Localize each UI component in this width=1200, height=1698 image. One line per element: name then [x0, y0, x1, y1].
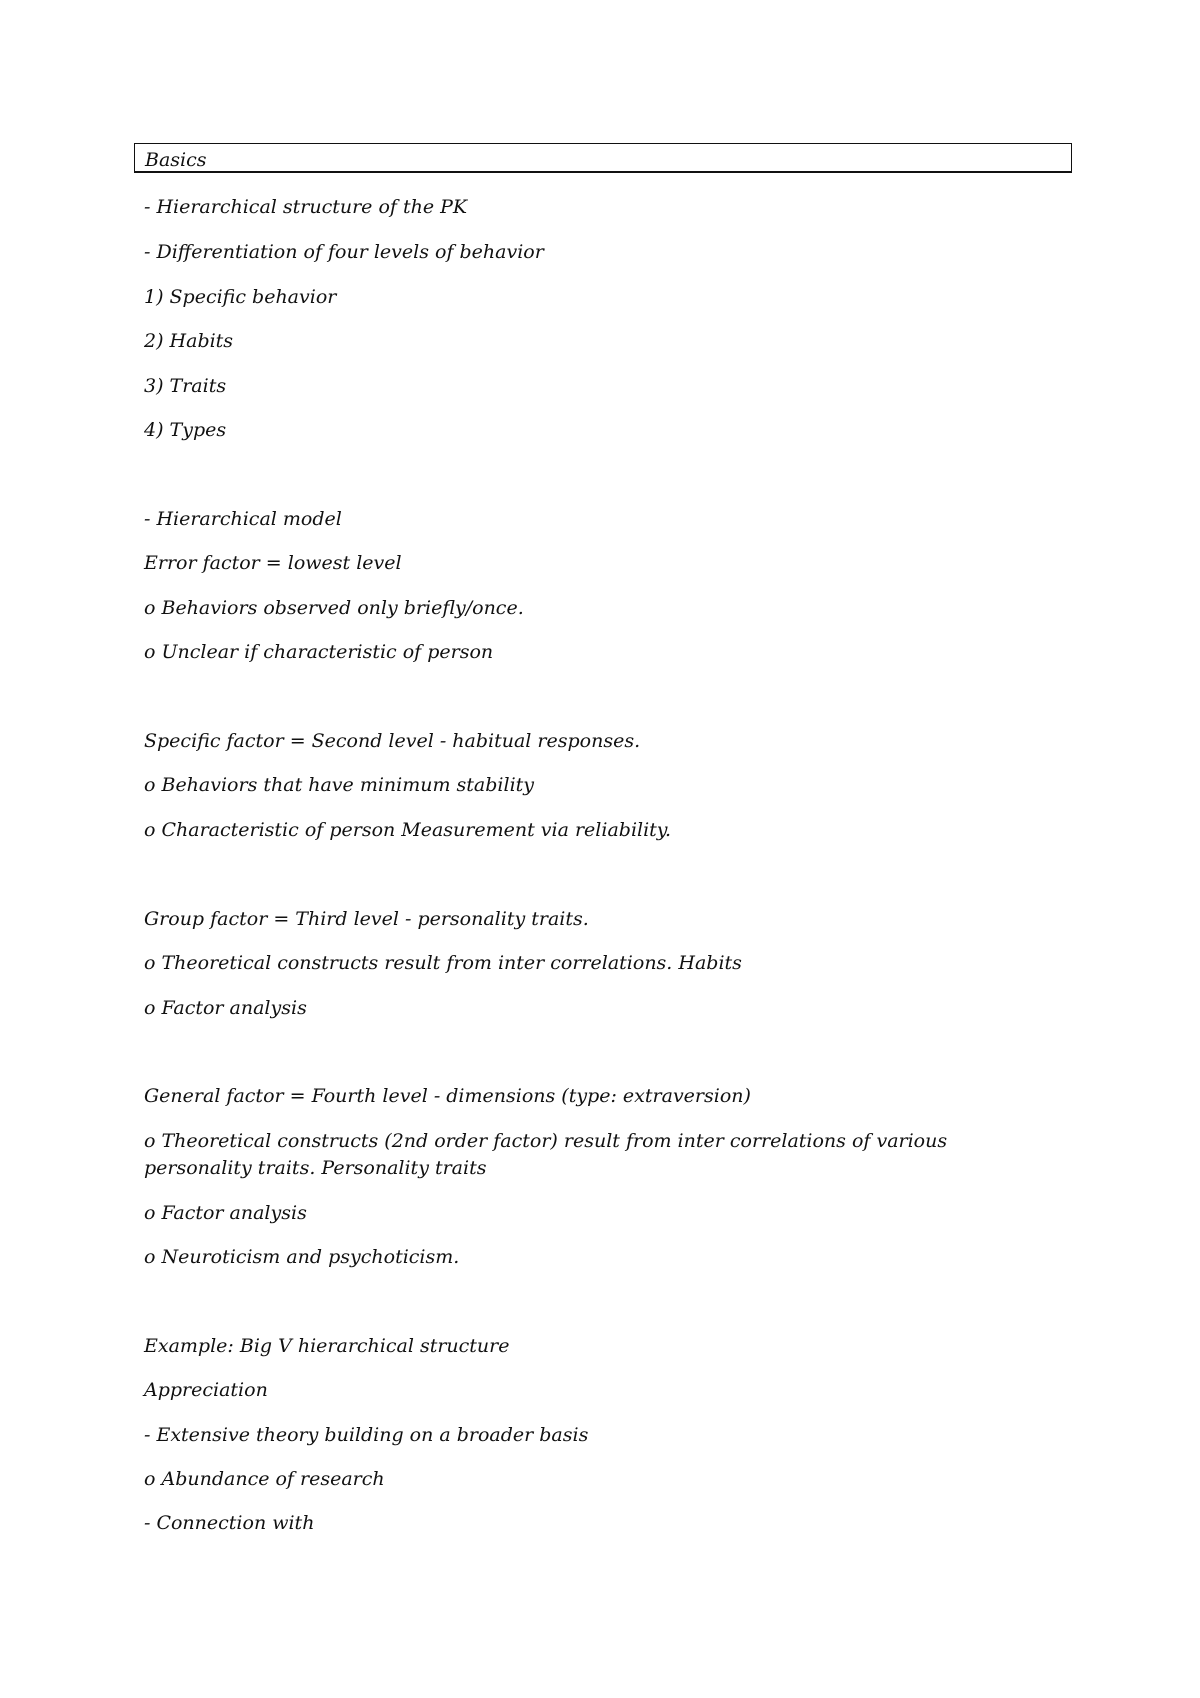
text-line: Example: Big V hierarchical structure — [144, 1335, 510, 1357]
text-line: - Hierarchical model — [144, 508, 342, 530]
text-line: - Extensive theory building on a broader basis — [144, 1424, 589, 1446]
text-line: - Hierarchical structure of the PK — [144, 196, 468, 218]
text-line: 2) Habits — [144, 330, 234, 352]
text-line: o Theoretical constructs result from inter correlations. Habits — [144, 952, 742, 974]
text-line: Specific factor = Second level - habitual responses. — [144, 730, 641, 752]
text-line: o Theoretical constructs (2nd order factor) result from inter correlations of various personality traits. Personality traits — [144, 1130, 948, 1179]
section-header-box — [134, 143, 1072, 173]
text-line: o Abundance of research — [144, 1468, 385, 1490]
text-line: Group factor = Third level - personality traits. — [144, 908, 589, 930]
text-line: - Differentiation of four levels of behavior — [144, 241, 544, 263]
section-title: Basics — [145, 149, 207, 171]
text-line: o Neuroticism and psychoticism. — [144, 1246, 460, 1268]
text-line: o Behaviors observed only briefly/once. — [144, 597, 524, 619]
text-line: o Factor analysis — [144, 1202, 307, 1224]
text-line: 1) Specific behavior — [144, 286, 337, 308]
text-line: 4) Types — [144, 419, 227, 441]
text-line: o Characteristic of person Measurement via reliability. — [144, 819, 672, 841]
text-line: o Behaviors that have minimum stability — [144, 774, 535, 796]
text-line: General factor = Fourth level - dimensions (type: extraversion) — [144, 1085, 751, 1107]
text-line: Error factor = lowest level — [144, 552, 402, 574]
text-line: o Unclear if characteristic of person — [144, 641, 494, 663]
text-line: Appreciation — [144, 1379, 268, 1401]
text-line: o Factor analysis — [144, 997, 307, 1019]
text-line: 3) Traits — [144, 375, 227, 397]
text-line: - Connection with — [144, 1512, 315, 1534]
